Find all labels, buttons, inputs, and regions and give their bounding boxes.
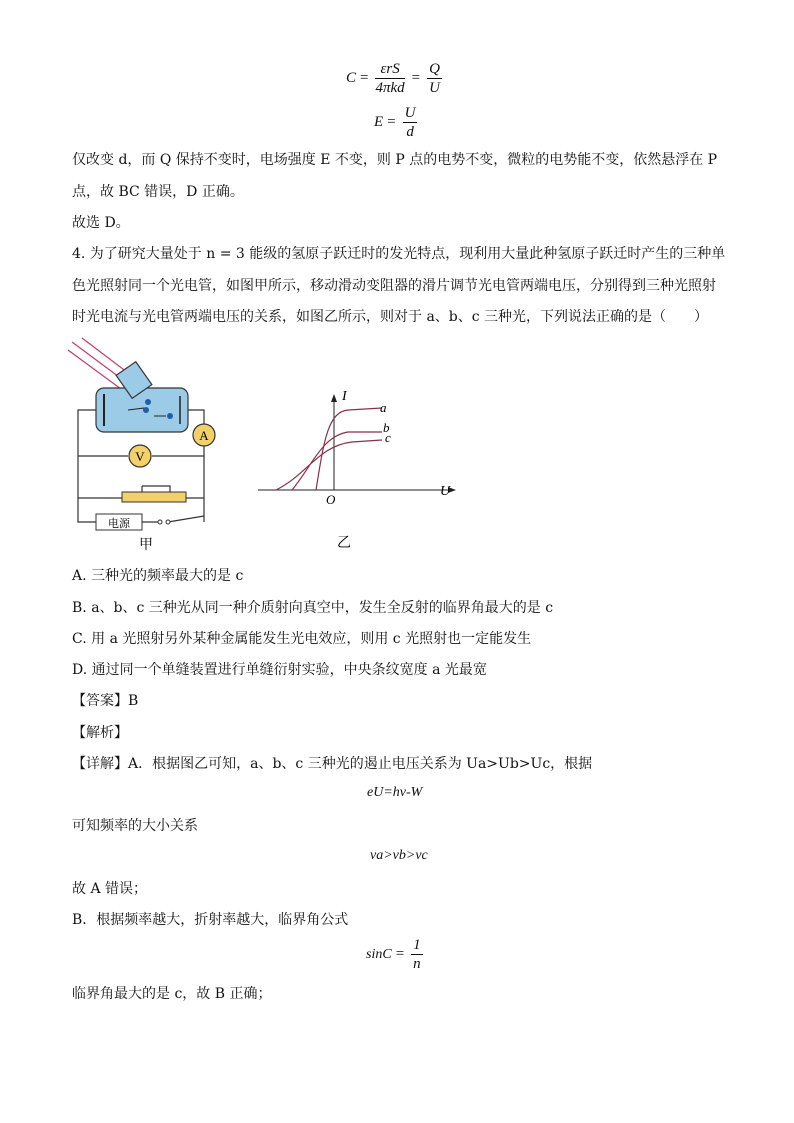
eq1-lhs: C xyxy=(346,70,357,86)
sin-frac: $\frac{1}{n}$ xyxy=(413,937,421,972)
option-c: C. 用 a 光照射另外某种金属能发生光电效应，则用 c 光照射也一定能发生 xyxy=(72,631,532,647)
circuit-figure xyxy=(66,336,226,554)
power-label: 电源 xyxy=(108,517,130,530)
detail-line-2: 可知频率的大小关系 xyxy=(72,818,198,834)
curve-b-label: b xyxy=(383,420,390,435)
option-b: B. a、b、c 三种光从同一种介质射向真空中，发生全反射的临界角最大的是 c xyxy=(72,600,554,616)
question-4-line-1: 4. 为了研究大量处于 n = 3 能级的氢原子跃迁时的发光特点，现利用大量此种氢原子跃迁时产生的三种单 xyxy=(72,246,726,262)
curve-c xyxy=(276,440,382,490)
curve-a-label: a xyxy=(380,400,387,415)
curve-c-label: c xyxy=(385,430,391,445)
paragraph-3: 故选 D。 xyxy=(72,215,130,231)
detail-line-5: 临界角最大的是 c，故 B 正确； xyxy=(72,986,272,1002)
capacitance-equation: C = $\frac{\text{εrS}}{\text{4πkd}}$ = $\frac{Q}{U}$ xyxy=(346,61,440,96)
paragraph-1: 仅改变 d，而 Q 保持不变时，电场强度 E 不变，则 P 点的电势不变，微粒的电势能不变，依然悬浮在 P xyxy=(72,152,718,168)
electron xyxy=(167,413,173,419)
voltmeter-label: V xyxy=(135,449,145,464)
frequency-relation: νa>νb>νc xyxy=(370,848,428,863)
critical-angle-equation: sinC = $\frac{1}{n}$ xyxy=(366,937,421,972)
detail-line-4: B．根据频率越大，折射率越大，临界角公式 xyxy=(72,912,349,928)
ammeter-label: A xyxy=(199,428,209,443)
option-d: D. 通过同一个单缝装置进行单缝衍射实验，中央条纹宽度 a 光最宽 xyxy=(72,662,487,678)
eq1-frac2: $\frac{Q}{U}$ xyxy=(429,61,440,96)
eq2-frac: $\frac{U}{d}$ xyxy=(404,105,416,140)
electron xyxy=(145,399,151,405)
rheostat xyxy=(122,492,186,502)
detail-line-1: 【详解】A．根据图乙可知，a、b、c 三种光的遏止电压关系为 Ua>Ub>Uc，根据 xyxy=(72,756,593,772)
sin-lhs: sinC xyxy=(366,946,392,962)
analysis-label: 【解析】 xyxy=(72,725,128,741)
eq1-frac1: $\frac{\text{εrS}}{\text{4πkd}}$ xyxy=(375,61,405,96)
option-a: A. 三种光的频率最大的是 c xyxy=(72,568,244,584)
detail-line-3: 故 A 错误； xyxy=(72,881,148,897)
eq2-lhs: E xyxy=(374,114,384,130)
answer-label: 【答案】B xyxy=(72,693,139,709)
field-equation: E = $\frac{U}{d}$ xyxy=(374,105,416,140)
figure-right-caption: 乙 xyxy=(337,535,351,551)
axis-i-label: I xyxy=(342,389,347,404)
figure-left-caption: 甲 xyxy=(139,537,153,553)
curve-a xyxy=(316,408,382,490)
phototube xyxy=(96,388,188,432)
iu-graph xyxy=(252,380,462,554)
axis-u-label: U xyxy=(440,484,451,499)
photoelectric-equation: eU=hν-W xyxy=(367,785,423,800)
origin-label: O xyxy=(326,492,336,507)
question-4-line-3: 时光电流与光电管两端电压的关系，如图乙所示，则对于 a、b、c 三种光，下列说法正确的是（ ） xyxy=(72,309,709,325)
question-4-line-2: 色光照射同一个光电管，如图甲所示，移动滑动变阻器的滑片调节光电管两端电压，分别得到三种光照射 xyxy=(72,278,716,294)
paragraph-2: 点，故 BC 错误，D 正确。 xyxy=(72,184,244,200)
